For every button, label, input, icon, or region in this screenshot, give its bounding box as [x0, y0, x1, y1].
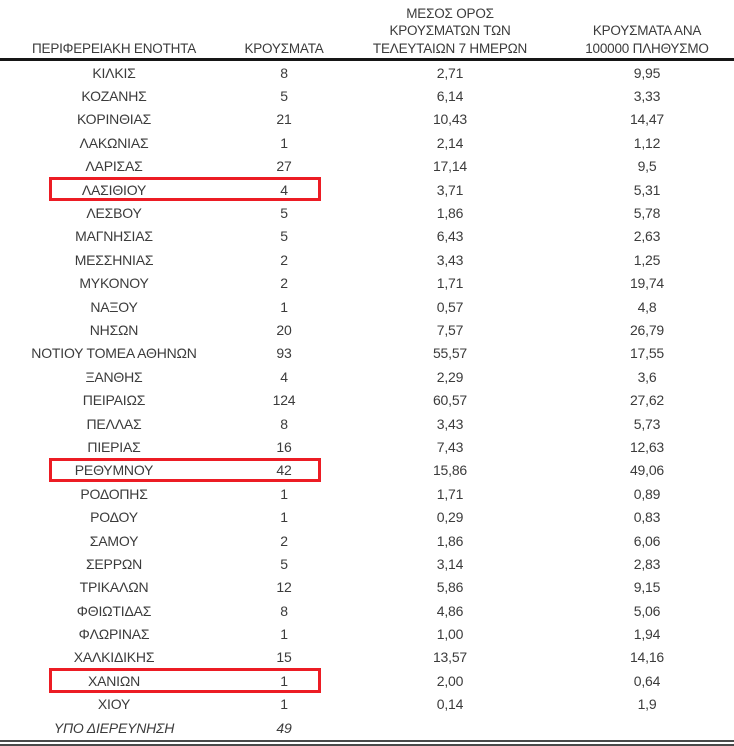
- table-row: [0, 529, 734, 552]
- avg-7day-value: 17,14: [432, 158, 468, 175]
- table-row: [0, 84, 734, 107]
- per-100k-value: 2,63: [633, 228, 661, 245]
- avg-7day-value: 1,71: [436, 275, 464, 292]
- per-100k-value: 0,64: [633, 672, 661, 689]
- per-100k-value: 3,33: [633, 88, 661, 105]
- region-name: ΛΑΡΙΣΑΣ: [85, 158, 143, 175]
- per-100k-value: 6,06: [633, 532, 661, 549]
- cases-value: 21: [276, 111, 292, 128]
- region-name: ΠΕΙΡΑΙΩΣ: [82, 392, 146, 409]
- region-name: ΛΑΚΩΝΙΑΣ: [79, 134, 149, 151]
- table-row: [0, 482, 734, 505]
- per-100k-value: 1,25: [633, 251, 661, 268]
- cases-value: 1: [280, 696, 288, 713]
- region-name: ΚΟΡΙΝΘΙΑΣ: [76, 111, 152, 128]
- avg-7day-value: 55,57: [432, 345, 468, 362]
- per-100k-value: 1,12: [633, 134, 661, 151]
- cases-value: 27: [276, 158, 292, 175]
- column-header-label-line: 100000 ΠΛΗΘΥΣΜΟ: [585, 40, 709, 56]
- table-row: [0, 342, 734, 365]
- region-name: ΠΙΕΡΙΑΣ: [87, 438, 141, 455]
- table-row: [0, 178, 734, 201]
- table-row: [0, 669, 734, 692]
- avg-7day-value: 1,86: [436, 205, 464, 222]
- table-row: [0, 552, 734, 575]
- column-header-cases-per-100k: [560, 22, 734, 58]
- column-header-label-line: ΚΡΟΥΣΜΑΤΩΝ ΤΩΝ: [389, 23, 511, 38]
- region-name: ΧΑΝΙΩΝ: [87, 672, 141, 689]
- table-row: [0, 108, 734, 131]
- column-header-cases: [228, 40, 340, 59]
- avg-7day-value: 2,00: [436, 672, 464, 689]
- per-100k-value: 9,15: [633, 579, 661, 596]
- cases-value: 5: [280, 205, 288, 222]
- table-row: [0, 576, 734, 599]
- region-name: ΞΑΝΘΗΣ: [85, 368, 143, 385]
- cases-value: 8: [280, 602, 288, 619]
- avg-7day-value: 1,00: [436, 626, 464, 643]
- table-row: [0, 388, 734, 411]
- region-name: ΝΗΣΩΝ: [89, 321, 139, 338]
- cases-value: 8: [280, 64, 288, 81]
- per-100k-value: 0,89: [633, 485, 661, 502]
- per-100k-value: 1,9: [637, 696, 657, 713]
- table-row: [0, 201, 734, 224]
- avg-7day-value: 0,57: [436, 298, 464, 315]
- table-row: [0, 505, 734, 528]
- region-name: ΜΑΓΝΗΣΙΑΣ: [75, 228, 153, 245]
- cases-value: 2: [280, 275, 288, 292]
- column-header-label-line: ΜΕΣΟΣ ΟΡΟΣ: [406, 5, 494, 21]
- per-100k-value: 17,55: [629, 345, 665, 362]
- table-row: [0, 599, 734, 622]
- cases-value: 5: [280, 88, 288, 105]
- per-100k-value: 5,06: [633, 602, 661, 619]
- cases-value: 1: [280, 626, 288, 643]
- per-100k-value: 27,62: [629, 392, 665, 409]
- per-100k-value: 14,47: [629, 111, 665, 128]
- table-header-row: [0, 0, 734, 61]
- region-name: ΛΕΣΒΟΥ: [86, 205, 142, 222]
- table-row: [0, 412, 734, 435]
- cases-value: 124: [272, 392, 296, 409]
- avg-7day-value: 0,29: [436, 509, 464, 526]
- avg-7day-value: 3,14: [436, 555, 464, 572]
- avg-7day-value: 5,86: [436, 579, 464, 596]
- per-100k-value: 19,74: [629, 275, 665, 292]
- per-100k-value: 12,63: [629, 438, 665, 455]
- per-100k-value: 3,6: [637, 368, 657, 385]
- cases-value: 1: [280, 485, 288, 502]
- column-header-label-line: ΚΡΟΥΣΜΑΤΑ ΑΝΑ: [592, 23, 702, 38]
- region-name: ΤΡΙΚΑΛΩΝ: [79, 579, 149, 596]
- table-row: [0, 622, 734, 645]
- region-name: ΡΟΔΟΥ: [90, 509, 138, 526]
- region-name: ΝΑΞΟΥ: [90, 298, 138, 315]
- region-name: ΜΥΚΟΝΟΥ: [79, 275, 149, 292]
- per-100k-value: 5,78: [633, 205, 661, 222]
- per-100k-value: 5,73: [633, 415, 661, 432]
- cases-value: 1: [280, 134, 288, 151]
- table-row: [0, 365, 734, 388]
- cases-value: 1: [280, 672, 288, 689]
- column-header-label: ΚΡΟΥΣΜΑΤΑ: [244, 40, 324, 56]
- table-bottom-double-rule: [0, 740, 734, 746]
- avg-7day-value: 15,86: [432, 462, 468, 479]
- table-row: [0, 318, 734, 341]
- per-100k-value: 4,8: [637, 298, 657, 315]
- column-header-regional-unit: [0, 40, 228, 59]
- avg-7day-value: 13,57: [432, 649, 468, 666]
- cases-value: 1: [280, 509, 288, 526]
- avg-7day-value: 10,43: [432, 111, 468, 128]
- table-row: [0, 459, 734, 482]
- cases-value: 1: [280, 298, 288, 315]
- per-100k-value: 9,95: [633, 64, 661, 81]
- table-row: [0, 716, 734, 739]
- region-name: ΦΘΙΩΤΙΔΑΣ: [76, 602, 152, 619]
- table-row: [0, 272, 734, 295]
- avg-7day-value: 1,86: [436, 532, 464, 549]
- per-100k-value: 0,83: [633, 509, 661, 526]
- column-header-label-line: ΤΕΛΕΥΤΑΙΩΝ 7 ΗΜΕΡΩΝ: [372, 40, 528, 56]
- cases-value: 8: [280, 415, 288, 432]
- table-row: [0, 155, 734, 178]
- region-name: ΝΟΤΙΟΥ ΤΟΜΕΑ ΑΘΗΝΩΝ: [31, 345, 197, 362]
- region-name: ΧΙΟΥ: [97, 696, 131, 713]
- avg-7day-value: 3,71: [436, 181, 464, 198]
- avg-7day-value: 6,43: [436, 228, 464, 245]
- table-row: [0, 225, 734, 248]
- table-row: [0, 131, 734, 154]
- per-100k-value: 5,31: [633, 181, 661, 198]
- avg-7day-value: 6,14: [436, 88, 464, 105]
- per-100k-value: 26,79: [629, 321, 665, 338]
- cases-value: 2: [280, 532, 288, 549]
- table-row: [0, 295, 734, 318]
- table-row: [0, 646, 734, 669]
- per-100k-value: 1,94: [633, 626, 661, 643]
- region-name: ΠΕΛΛΑΣ: [86, 415, 142, 432]
- avg-7day-value: 7,57: [436, 321, 464, 338]
- avg-7day-value: 3,43: [436, 251, 464, 268]
- cases-value: 4: [280, 368, 288, 385]
- table-row: [0, 248, 734, 271]
- cases-value: 93: [276, 345, 292, 362]
- table-row: [0, 693, 734, 716]
- per-100k-value: 2,83: [633, 555, 661, 572]
- region-name: ΚΟΖΑΝΗΣ: [81, 88, 147, 105]
- region-name: ΧΑΛΚΙΔΙΚΗΣ: [73, 649, 155, 666]
- cases-value: 16: [276, 438, 292, 455]
- region-name: ΚΙΛΚΙΣ: [92, 64, 136, 81]
- region-name: ΣΑΜΟΥ: [89, 532, 139, 549]
- avg-7day-value: 1,71: [436, 485, 464, 502]
- cases-value: 2: [280, 251, 288, 268]
- per-100k-value: 14,16: [629, 649, 665, 666]
- avg-7day-value: 7,43: [436, 438, 464, 455]
- per-100k-value: 49,06: [629, 462, 665, 479]
- avg-7day-value: 2,71: [436, 64, 464, 81]
- avg-7day-value: 0,14: [436, 696, 464, 713]
- cases-value: 12: [276, 579, 292, 596]
- table-body: [0, 61, 734, 739]
- region-name: ΡΟΔΟΠΗΣ: [80, 485, 148, 502]
- table-row: [0, 61, 734, 84]
- cases-value: 42: [276, 462, 292, 479]
- column-header-label: ΠΕΡΙΦΕΡΕΙΑΚΗ ΕΝΟΤΗΤΑ: [31, 40, 197, 56]
- per-100k-value: 9,5: [637, 158, 657, 175]
- cases-value: 4: [280, 181, 288, 198]
- region-name: ΛΑΣΙΘΙΟΥ: [81, 181, 147, 198]
- avg-7day-value: 2,14: [436, 134, 464, 151]
- region-name: ΥΠΟ ΔΙΕΡΕΥΝΗΣΗ: [53, 719, 175, 736]
- region-name: ΡΕΘΥΜΝΟΥ: [74, 462, 154, 479]
- cases-value: 49: [276, 719, 292, 736]
- cases-value: 20: [276, 321, 292, 338]
- cases-value: 15: [276, 649, 292, 666]
- avg-7day-value: 3,43: [436, 415, 464, 432]
- avg-7day-value: 2,29: [436, 368, 464, 385]
- avg-7day-value: 60,57: [432, 392, 468, 409]
- avg-7day-value: 4,86: [436, 602, 464, 619]
- column-header-7day-average: [340, 5, 560, 59]
- cases-value: 5: [280, 555, 288, 572]
- region-name: ΦΛΩΡΙΝΑΣ: [78, 626, 150, 643]
- region-name: ΜΕΣΣΗΝΙΑΣ: [74, 251, 154, 268]
- table-row: [0, 435, 734, 458]
- region-name: ΣΕΡΡΩΝ: [85, 555, 143, 572]
- cases-value: 5: [280, 228, 288, 245]
